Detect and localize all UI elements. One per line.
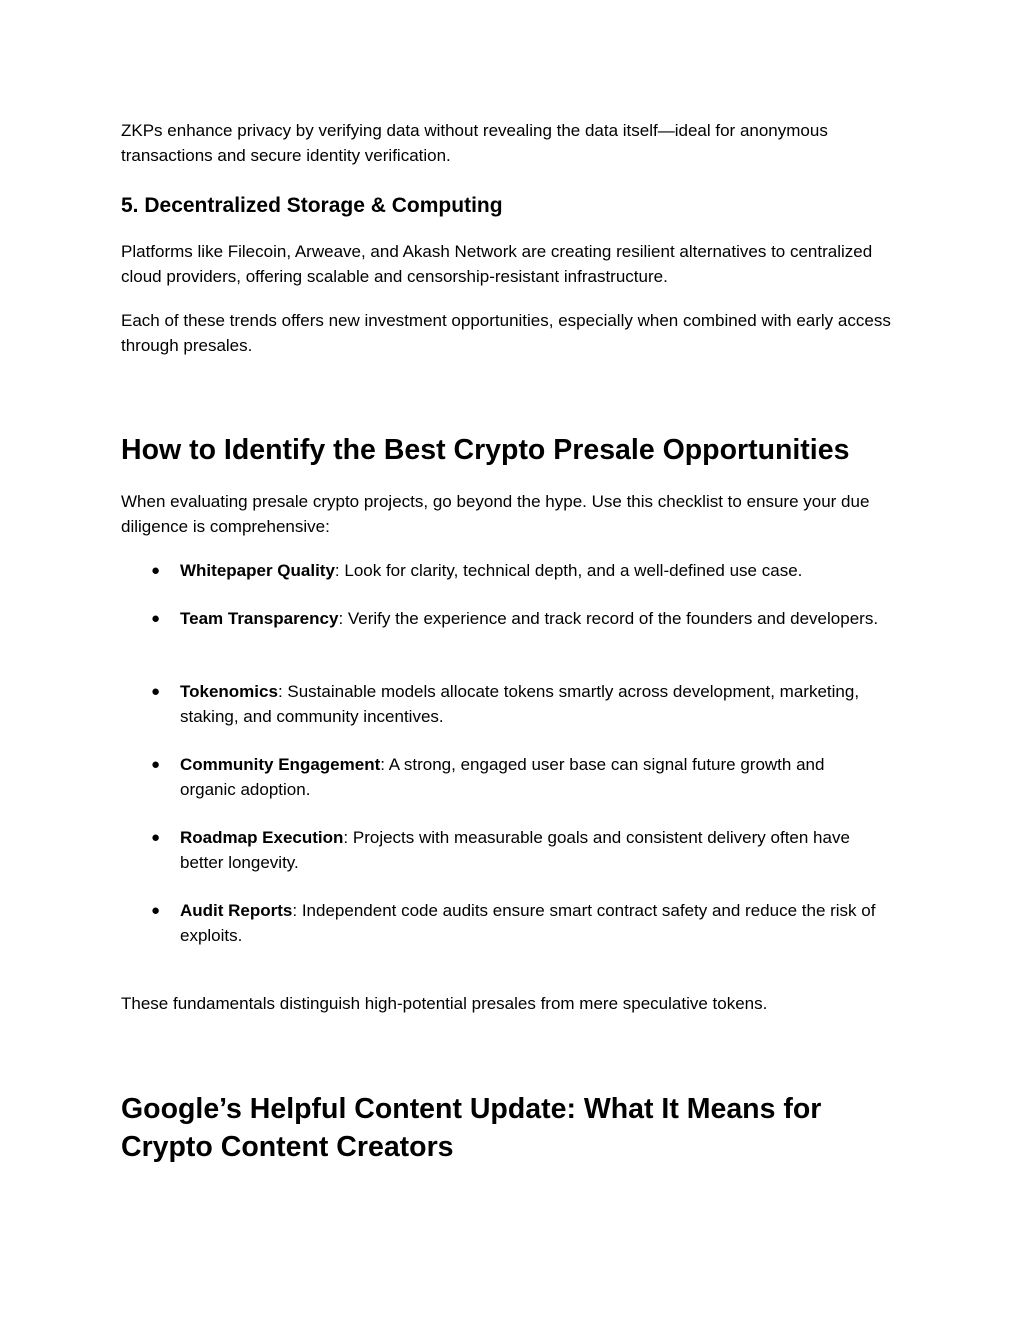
bullet-icon: ● — [151, 756, 161, 773]
bullet-icon: ● — [151, 610, 161, 627]
list-item-term: Audit Reports — [180, 901, 293, 920]
list-item-term: Whitepaper Quality — [180, 561, 335, 580]
bullet-icon: ● — [151, 683, 161, 700]
list-item-text: : Verify the experience and track record of the founders and developers. — [338, 609, 879, 628]
list-item-text: : Look for clarity, technical depth, and a well-defined use case. — [334, 561, 803, 580]
zkp-paragraph: ZKPs enhance privacy by verifying data without revealing the data itself—ideal for anonymous transactions and secure identity verification. — [121, 121, 828, 165]
presale-intro-paragraph: When evaluating presale crypto projects, go beyond the hype. Use this checklist to ensure your due diligence is comprehensive: — [121, 492, 870, 536]
list-item — [121, 899, 911, 948]
list-item-text: : Projects with measurable goals and consistent delivery often have better longevity. — [180, 828, 850, 872]
list-item-term: Team Transparency — [180, 609, 339, 628]
list-item — [121, 607, 911, 632]
list-item — [121, 753, 911, 802]
trends-closing-paragraph: Each of these trends offers new investment opportunities, especially when combined with early access through presales. — [121, 311, 891, 355]
presale-closing-paragraph: These fundamentals distinguish high-potential presales from mere speculative tokens. — [121, 994, 768, 1013]
list-item-text: : A strong, engaged user base can signal future growth and organic adoption. — [180, 755, 825, 799]
bullet-icon: ● — [151, 562, 161, 579]
list-item-term: Roadmap Execution — [180, 828, 344, 847]
list-item-term: Community Engagement — [180, 755, 381, 774]
presale-heading: How to Identify the Best Crypto Presale Opportunities — [121, 434, 850, 466]
google-update-heading: Google’s Helpful Content Update: What It Means for Crypto Content Creators — [121, 1093, 822, 1163]
bullet-icon: ● — [151, 829, 161, 846]
list-item-text: : Sustainable models allocate tokens smartly across development, marketing, staking, and community incentives. — [180, 682, 860, 726]
section-5-heading: 5. Decentralized Storage & Computing — [121, 194, 503, 217]
list-item — [121, 680, 911, 729]
section-5-paragraph: Platforms like Filecoin, Arweave, and Akash Network are creating resilient alternatives to centralized cloud providers, offering scalable and censorship-resistant infrastructure. — [121, 242, 873, 286]
list-item — [121, 559, 911, 584]
list-item — [121, 826, 911, 875]
bullet-icon: ● — [151, 902, 161, 919]
list-item-term: Tokenomics — [180, 682, 278, 701]
list-item-text: : Independent code audits ensure smart contract safety and reduce the risk of exploits. — [180, 901, 876, 945]
